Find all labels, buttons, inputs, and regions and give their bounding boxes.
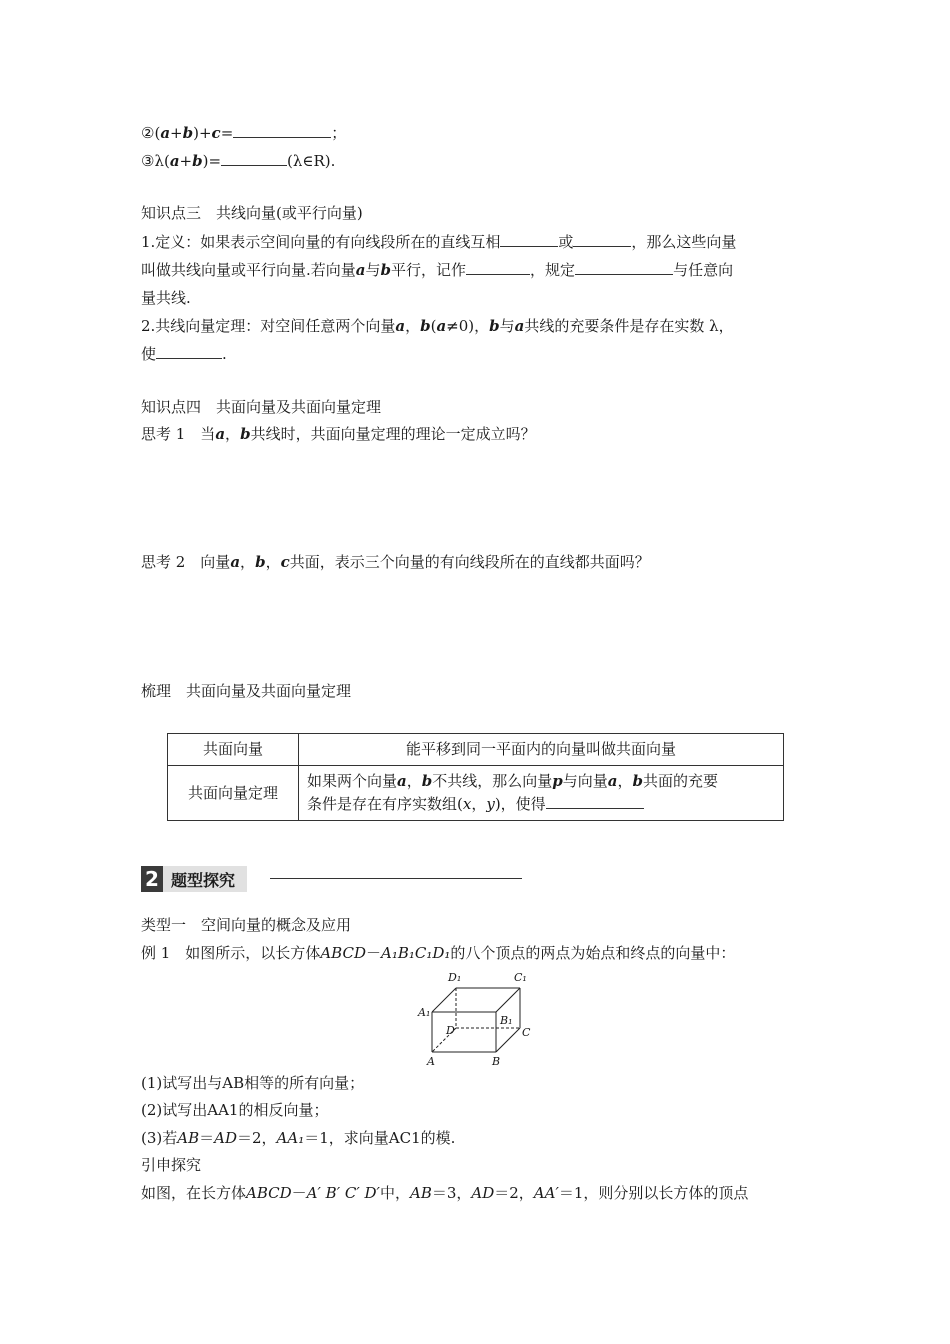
table-cell: 共面向量 <box>168 734 299 766</box>
section-divider <box>270 878 522 879</box>
kp3-theorem-line-2: 使 . <box>141 345 227 363</box>
label-a1: A₁ <box>418 1006 431 1019</box>
fill-blank[interactable] <box>546 794 644 809</box>
label-b: B <box>492 1055 501 1068</box>
label-d: D <box>446 1024 455 1037</box>
knowledge-point-4-heading: 知识点四 共面向量及共面向量定理 <box>141 398 382 416</box>
think-question-2: 思考 2 向量a，b，c共面，表示三个向量的有向线段所在的直线都共面吗？ <box>141 553 650 571</box>
cuboid-figure <box>410 966 540 1070</box>
fill-blank[interactable] <box>466 260 530 275</box>
coplanar-definition-table <box>167 733 784 821</box>
kp3-theorem-line-1: 2.共线向量定理：对空间任意两个向量a，b(a≠0)，b与a共线的充要条件是存在实数 λ， <box>141 317 734 335</box>
kp3-definition-line-2: 叫做共线向量或平行向量.若向量a与b平行，记作 ，规定 与任意向 <box>141 261 734 279</box>
think-question-1: 思考 1 当a，b共线时，共面向量定理的理论一定成立吗？ <box>141 425 536 443</box>
example-1-text: 例 1 如图所示，以长方体ABCD－A₁B₁C₁D₁的八个顶点的两点为始点和终点的向量中： <box>141 944 736 962</box>
type-1-heading: 类型一 空间向量的概念及应用 <box>141 916 352 934</box>
kp3-definition-line-3: 量共线. <box>141 289 191 307</box>
formula-line-3: ③λ(a+b)= (λ∈R). <box>141 152 336 170</box>
fill-blank[interactable] <box>233 123 331 138</box>
formula-line-2: ②(a+b)+c= ； <box>141 124 347 142</box>
table-row <box>168 766 784 821</box>
kp3-definition-line-1: 1.定义：如果表示空间向量的有向线段所在的直线互相 或 ，那么这些向量 <box>141 233 737 251</box>
label-b1: B₁ <box>500 1014 513 1027</box>
section-number: 2 <box>141 866 163 892</box>
question-1: (1)试写出与AB相等的所有向量； <box>141 1074 365 1092</box>
edge-cb <box>496 1028 520 1052</box>
question-3: (3)若AB＝AD＝2，AA₁＝1，求向量AC1的模. <box>141 1129 456 1147</box>
summary-heading: 梳理 共面向量及共面向量定理 <box>141 682 352 700</box>
label-a: A <box>427 1055 435 1068</box>
label-c1: C₁ <box>514 971 527 984</box>
section-title: 题型探究 <box>163 866 247 892</box>
theorem-text-line-2: 条件是存在有序实数组(x，y)，使得 <box>307 793 775 816</box>
fill-blank[interactable] <box>500 232 558 247</box>
section-badge <box>141 866 247 892</box>
label-c: C <box>522 1026 531 1039</box>
table-cell <box>299 766 784 821</box>
knowledge-point-3-heading: 知识点三 共线向量(或平行向量) <box>141 204 363 222</box>
label-d1: D₁ <box>448 971 462 984</box>
table-cell: 能平移到同一平面内的向量叫做共面向量 <box>299 734 784 766</box>
table-row <box>168 734 784 766</box>
fill-blank[interactable] <box>156 344 222 359</box>
fill-blank[interactable] <box>573 232 631 247</box>
extension-text: 如图，在长方体ABCD－A′ B′ C′ D′中，AB＝3，AD＝2，AA′＝1，则分别以长方体的顶点 <box>141 1184 749 1202</box>
theorem-text-line-1: 如果两个向量a，b不共线，那么向量p与向量a，b共面的充要 <box>307 772 719 790</box>
edge-c1b1 <box>496 988 520 1012</box>
fill-blank[interactable] <box>575 260 673 275</box>
fill-blank[interactable] <box>221 151 287 166</box>
edge-a1d1 <box>432 988 456 1012</box>
extension-heading: 引申探究 <box>141 1156 202 1174</box>
question-2: (2)试写出AA1的相反向量； <box>141 1101 329 1119</box>
table-cell: 共面向量定理 <box>168 766 299 821</box>
